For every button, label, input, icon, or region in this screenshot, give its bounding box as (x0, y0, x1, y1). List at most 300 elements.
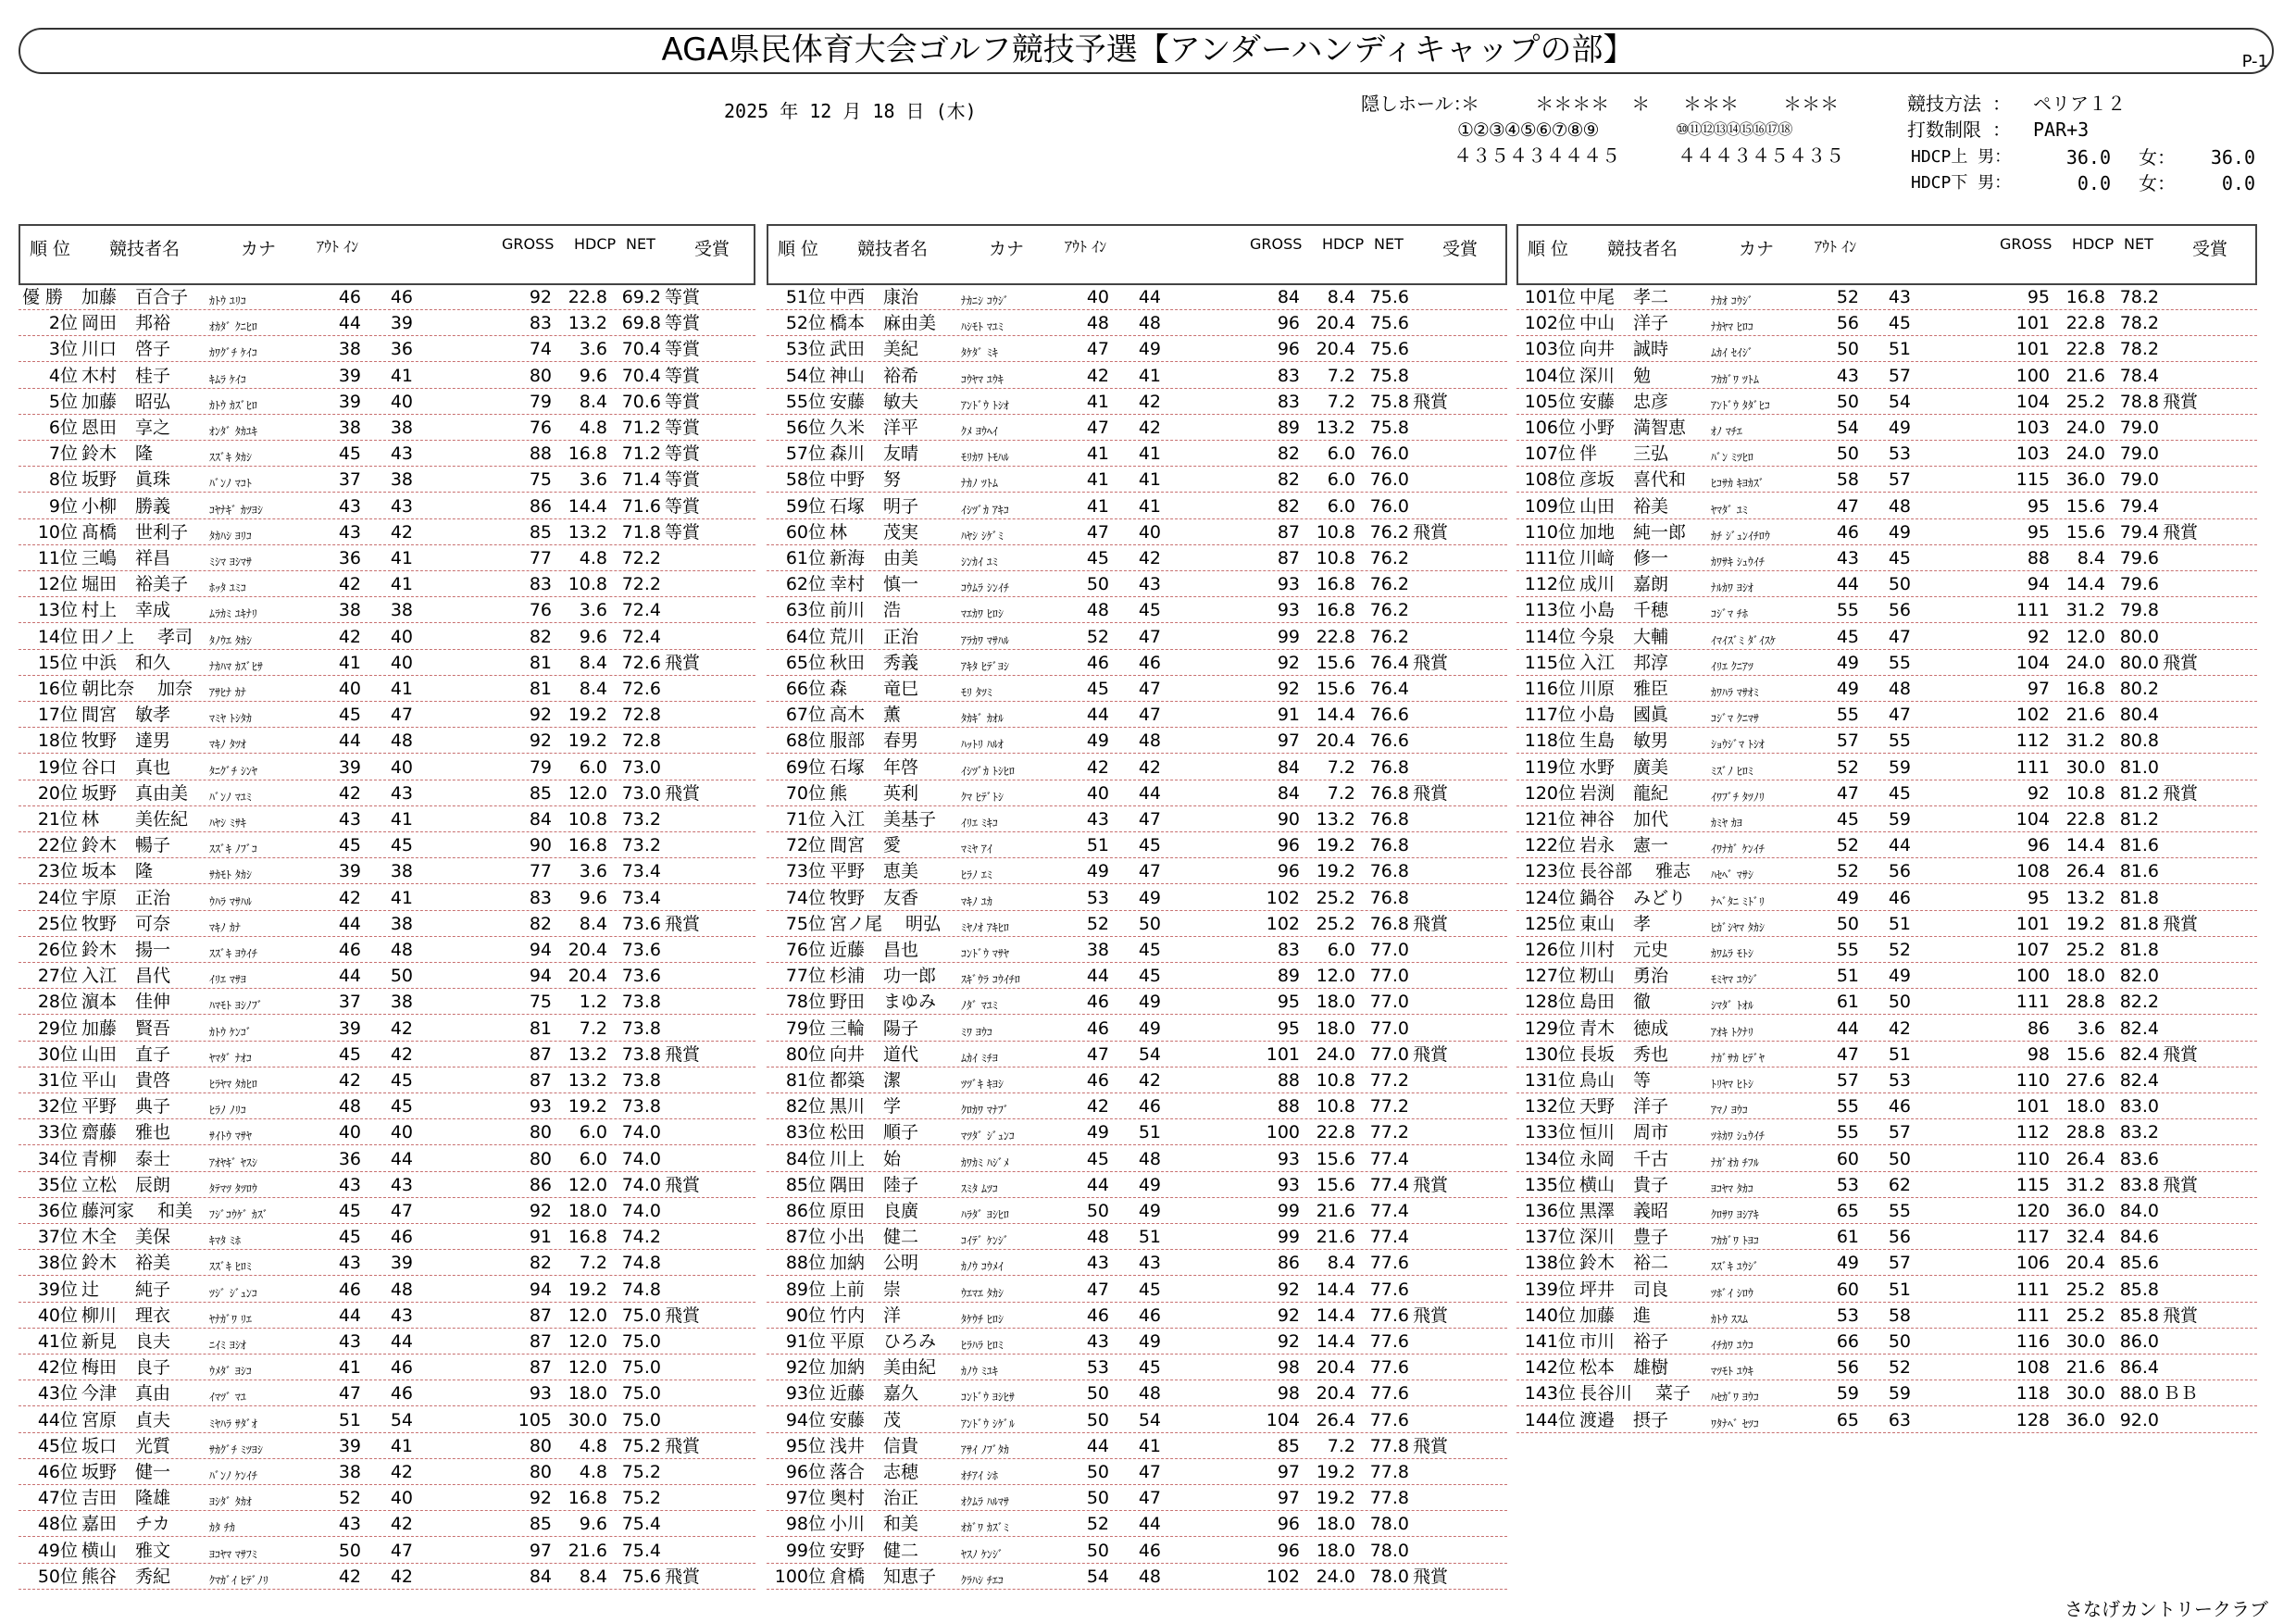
name-given-cell: 洋平 (883, 418, 919, 438)
rank-cell: 54位 (785, 365, 826, 386)
name-family-cell: 牧野 (81, 913, 118, 934)
out-cell: 43 (338, 809, 361, 830)
table-row (767, 1278, 1507, 1303)
name-family-cell: 鈴木 (81, 443, 118, 465)
kana-cell: ｽｽﾞｷ ﾖｳｲﾁ (209, 947, 257, 960)
table-row (1516, 886, 2257, 911)
table-row (767, 311, 1507, 336)
table-row (767, 886, 1507, 911)
in-cell: 41 (1138, 443, 1161, 465)
award-cell: 飛賞 (1413, 913, 1449, 934)
hdcp-cell: 19.2 (1316, 1488, 1355, 1509)
name-family-cell: 入江 (1579, 652, 1616, 673)
kana-cell: ｱﾝﾄﾞｳ ｼｹﾞﾙ (961, 1417, 1015, 1430)
kana-cell: ｶﾄｳ ﾕﾘｺ (209, 294, 246, 307)
hdcp-cell: 25.2 (2065, 1305, 2105, 1326)
kana-cell: ﾏﾂﾀﾞ ｼﾞｭﾝｺ (961, 1130, 1015, 1143)
rank-cell: 40位 (37, 1305, 78, 1326)
name-family-cell: 籾山 (1579, 966, 1616, 987)
net-cell: 80.4 (2119, 705, 2159, 726)
in-cell: 40 (390, 391, 413, 412)
gross-cell: 110 (2015, 1070, 2050, 1091)
out-cell: 49 (1836, 652, 1859, 673)
gross-cell: 95 (1277, 1017, 1300, 1039)
kana-cell: ｺｲﾃﾞ ｹﾝｼﾞ (961, 1234, 1009, 1248)
hdcp-cell: 7.2 (1327, 1435, 1355, 1456)
kana-cell: ｽﾐﾀ ﾑﾂｺ (961, 1181, 998, 1195)
out-cell: 65 (1836, 1409, 1859, 1430)
net-cell: 75.8 (1369, 391, 1409, 412)
net-cell: 79.4 (2119, 521, 2159, 543)
net-cell: 74.0 (621, 1174, 661, 1195)
gross-cell: 98 (1277, 1357, 1300, 1379)
rank-cell: 141位 (1524, 1331, 1576, 1352)
gross-cell: 120 (2015, 1201, 2050, 1221)
name-given-cell: 邦裕 (135, 313, 171, 334)
gross-cell: 118 (2015, 1383, 2050, 1405)
name-given-cell: 美基子 (883, 809, 937, 830)
in-cell: 47 (390, 1540, 413, 1561)
in-cell: 51 (1138, 1122, 1161, 1143)
name-given-cell: 敏孝 (135, 705, 171, 726)
name-family-cell: 加藤 (81, 287, 118, 307)
name-given-cell: 始 (883, 1148, 902, 1169)
gross-cell: 83 (529, 574, 552, 595)
net-cell: 83.6 (2119, 1148, 2159, 1169)
name-given-cell: 竜巳 (883, 679, 919, 699)
header-rank: 順 位 (1528, 239, 1569, 259)
net-cell: 78.4 (2119, 365, 2159, 386)
hdcp-cell: 27.6 (2065, 1070, 2105, 1091)
table-row (1516, 598, 2257, 623)
table-row (1516, 285, 2257, 310)
rank-cell: 74位 (785, 887, 826, 908)
name-family-cell: 間宮 (830, 835, 866, 856)
in-cell: 48 (390, 730, 413, 752)
table-row (1516, 1199, 2257, 1224)
rank-cell: 86位 (785, 1201, 826, 1221)
in-cell: 43 (390, 782, 413, 804)
kana-cell: ｸﾏ ﾋﾃﾞﾄｼ (961, 790, 1004, 804)
name-given-cell: 美保 (135, 1227, 171, 1248)
award-cell: 飛賞 (1413, 1435, 1449, 1456)
name-given-cell: 雄樹 (1633, 1357, 1669, 1379)
in-cell: 48 (1138, 730, 1161, 752)
rank-cell: 16位 (37, 679, 78, 699)
hdcp-cell: 13.2 (1316, 418, 1355, 438)
name-family-cell: 坂野 (81, 1462, 118, 1482)
table-row (1516, 964, 2257, 989)
net-cell: 81.0 (2119, 756, 2159, 778)
net-cell: 81.2 (2119, 782, 2159, 804)
out-cell: 45 (338, 705, 361, 726)
rank-cell: 81位 (785, 1070, 826, 1091)
out-cell: 43 (338, 1174, 361, 1195)
out-cell: 39 (338, 861, 361, 882)
name-family-cell: 坂野 (81, 469, 118, 491)
hdcp-cell: 18.0 (2065, 966, 2105, 987)
rank-cell: 91位 (785, 1331, 826, 1352)
name-given-cell: 昭弘 (135, 391, 171, 412)
in-cell: 41 (1138, 1435, 1161, 1456)
kana-cell: ﾌｶｶﾞﾜ ﾄﾖｺ (1711, 1234, 1759, 1248)
hdcp-cell: 4.8 (579, 1462, 607, 1482)
out-cell: 45 (338, 835, 361, 856)
hdcp-cell: 13.2 (568, 313, 607, 334)
in-cell: 42 (1138, 1070, 1161, 1091)
gross-cell: 104 (2015, 652, 2050, 673)
out-cell: 52 (338, 1488, 361, 1509)
kana-cell: ｲﾘｴ ﾏｻﾖ (209, 973, 246, 987)
rank-cell: 45位 (37, 1435, 78, 1456)
name-given-cell: 孝二 (1633, 287, 1669, 307)
out-cell: 56 (1836, 313, 1859, 334)
out-cell: 42 (1086, 1096, 1109, 1117)
name-family-cell: 橋本 (830, 313, 866, 334)
gross-cell: 90 (1277, 809, 1300, 830)
in-cell: 57 (1888, 1122, 1911, 1143)
hdcp-cell: 24.0 (1316, 1043, 1355, 1065)
rank-cell: 11位 (37, 548, 78, 568)
table-row (19, 520, 755, 545)
kana-cell: ﾋｶﾞｼﾔﾏ ﾀｶｼ (1711, 920, 1765, 934)
kana-cell: ｺｳﾑﾗ ｼﾝｲﾁ (961, 581, 1009, 595)
hdcp-cell: 22.8 (568, 287, 607, 307)
in-cell: 36 (390, 339, 413, 360)
out-cell: 65 (1836, 1201, 1859, 1221)
in-cell: 50 (390, 966, 413, 987)
rank-cell: 14位 (37, 626, 78, 647)
gross-cell: 94 (529, 1279, 552, 1300)
net-cell: 70.4 (621, 339, 661, 360)
out-cell: 46 (338, 1279, 361, 1300)
hdcp-cell: 22.8 (2065, 339, 2105, 360)
kana-cell: ｶﾄｳ ｶｽﾞﾋﾛ (209, 398, 257, 412)
net-cell: 76.2 (1369, 521, 1409, 543)
rank-cell: 26位 (37, 940, 78, 960)
in-cell: 49 (1888, 418, 1911, 438)
name-given-cell: 薫 (883, 705, 902, 726)
kana-cell: ｲｼﾂﾞｶ ﾄｼﾋﾛ (961, 764, 1015, 778)
award-cell: 等賞 (665, 287, 701, 307)
name-family-cell: 朝比奈 (81, 679, 135, 699)
kana-cell: ﾊﾞﾝ ﾐﾂﾋﾛ (1711, 451, 1753, 465)
gross-cell: 81 (529, 652, 552, 673)
gross-cell: 92 (2027, 626, 2050, 647)
rank-cell: 29位 (37, 1017, 78, 1039)
hdcp-cell: 3.6 (579, 861, 607, 882)
hdcp-lower-label: HDCP下 男： (1911, 173, 2012, 193)
net-cell: 73.6 (621, 940, 661, 960)
gross-cell: 83 (1277, 365, 1300, 386)
rank-cell: 71位 (785, 809, 826, 830)
name-given-cell: 憲一 (1633, 835, 1669, 856)
rank-cell: 15位 (37, 652, 78, 673)
in-cell: 45 (390, 835, 413, 856)
name-family-cell: 小柳 (81, 495, 118, 517)
award-cell: 飛賞 (1413, 391, 1449, 412)
name-given-cell: 裕美 (1633, 495, 1669, 517)
hdcp-cell: 6.0 (1327, 469, 1355, 491)
kana-cell: ｺｼﾞﾏ ｸﾆﾏｻ (1711, 712, 1759, 726)
name-family-cell: 坪井 (1579, 1279, 1616, 1300)
kana-cell: ｱｵﾔｷﾞ ﾔｽｼ (209, 1155, 257, 1169)
hdcp-cell: 28.8 (2065, 992, 2105, 1013)
rank-cell: 142位 (1524, 1357, 1576, 1379)
table-row (767, 781, 1507, 806)
net-cell: 85.8 (2119, 1279, 2159, 1300)
out-cell: 43 (1836, 365, 1859, 386)
name-given-cell: 裕希 (883, 365, 919, 386)
hdcp-cell: 25.2 (1316, 913, 1355, 934)
out-cell: 44 (338, 730, 361, 752)
name-family-cell: 恒川 (1579, 1122, 1616, 1143)
name-given-cell: 徳成 (1633, 1017, 1669, 1039)
hdcp-cell: 36.0 (2065, 1409, 2105, 1430)
name-family-cell: 森 (830, 679, 848, 699)
gross-cell: 96 (1277, 1540, 1300, 1561)
table-row (1516, 1068, 2257, 1093)
table-row (19, 964, 755, 989)
name-given-cell: 賢吾 (135, 1017, 171, 1039)
out-cell: 49 (1086, 730, 1109, 752)
net-cell: 82.0 (2119, 966, 2159, 987)
net-cell: 79.0 (2119, 443, 2159, 465)
name-given-cell: 友香 (883, 887, 919, 908)
out-cell: 45 (338, 443, 361, 465)
net-cell: 80.2 (2119, 679, 2159, 699)
net-cell: 77.2 (1369, 1070, 1409, 1091)
out-cell: 46 (338, 287, 361, 307)
in-cell: 45 (1138, 940, 1161, 960)
net-cell: 77.4 (1369, 1227, 1409, 1248)
in-cell: 41 (1138, 365, 1161, 386)
name-given-cell: 貴啓 (135, 1070, 171, 1091)
table-row (767, 416, 1507, 441)
name-given-cell: 由美 (883, 548, 919, 568)
name-given-cell: 康治 (883, 287, 919, 307)
in-cell: 43 (1888, 287, 1911, 307)
in-cell: 42 (390, 1462, 413, 1482)
kana-cell: ﾋｺｻｶ ｷﾖｶｽﾞ (1711, 477, 1765, 491)
in-cell: 49 (1138, 1017, 1161, 1039)
name-family-cell: 黒澤 (1579, 1201, 1616, 1221)
hdcp-cell: 4.8 (579, 1435, 607, 1456)
table-row (19, 1512, 755, 1537)
in-cell: 48 (390, 940, 413, 960)
net-cell: 74.0 (621, 1148, 661, 1169)
name-family-cell: 鈴木 (1579, 1253, 1616, 1274)
rank-cell: 136位 (1524, 1201, 1576, 1221)
gross-cell: 84 (1277, 782, 1300, 804)
out-cell: 48 (338, 1096, 361, 1117)
kana-cell: ｵﾁｱｲ ｼﾎ (961, 1469, 998, 1482)
header-name: 競技者名 (1607, 239, 1678, 259)
name-family-cell: 中浜 (81, 652, 118, 673)
name-given-cell: 裕美子 (135, 574, 189, 595)
gross-cell: 86 (1277, 1253, 1300, 1274)
page-title: AGA県民体育大会ゴルフ競技予選【アンダーハンディキャップの部】 (661, 31, 1635, 69)
hdcp-cell: 7.2 (579, 1253, 607, 1274)
in-cell: 44 (1888, 835, 1911, 856)
kana-cell: ﾓﾘ ﾀﾂﾐ (961, 686, 992, 699)
rank-cell: 98位 (785, 1514, 826, 1535)
kana-cell: ｲﾘｴ ｸﾆｱﾂ (1711, 659, 1753, 673)
net-cell: 75.2 (621, 1462, 661, 1482)
name-given-cell: 陽子 (883, 1017, 919, 1039)
gross-cell: 95 (2027, 287, 2050, 307)
name-given-cell: 美紀 (883, 339, 919, 360)
net-cell: 76.0 (1369, 495, 1409, 517)
name-given-cell: 美佐紀 (135, 809, 189, 830)
rank-cell: 97位 (785, 1488, 826, 1509)
net-cell: 77.6 (1369, 1357, 1409, 1379)
name-family-cell: 谷口 (81, 756, 118, 778)
net-cell: 78.2 (2119, 287, 2159, 307)
out-cell: 52 (1086, 913, 1109, 934)
out-cell: 50 (1086, 1540, 1109, 1561)
table-row (767, 964, 1507, 989)
kana-cell: ﾑﾗｶﾐ ﾕｷﾅﾘ (209, 607, 257, 621)
in-cell: 43 (390, 443, 413, 465)
gross-cell: 83 (529, 887, 552, 908)
hidden-holes-label: 隠しホール： (1361, 93, 1472, 115)
out-cell: 52 (1836, 756, 1859, 778)
kana-cell: ﾊｼﾓﾄ ﾏﾕﾐ (961, 320, 1004, 334)
kana-cell: ﾐﾜ ﾖｳｺ (961, 1025, 992, 1039)
name-given-cell: 昌也 (883, 940, 919, 960)
name-given-cell: 典子 (135, 1096, 171, 1117)
name-given-cell: 健二 (883, 1540, 919, 1561)
name-family-cell: 梅田 (81, 1357, 118, 1379)
net-cell: 77.2 (1369, 1122, 1409, 1143)
award-cell: 等賞 (665, 418, 701, 438)
kana-cell: ｱﾝﾄﾞｳ ﾄｼｵ (961, 398, 1009, 412)
header-name: 競技者名 (857, 239, 929, 259)
net-cell: 76.6 (1369, 730, 1409, 752)
out-cell: 45 (338, 1043, 361, 1065)
name-family-cell: 今泉 (1579, 626, 1616, 647)
name-family-cell: 髙橋 (81, 521, 118, 543)
table-row (19, 1460, 755, 1485)
name-given-cell: 龍紀 (1633, 782, 1669, 804)
name-given-cell: 公明 (883, 1253, 919, 1274)
rank-cell: 118位 (1524, 730, 1576, 752)
in-cell: 38 (390, 600, 413, 621)
kana-cell: ﾊﾞﾝﾉ ﾏｺﾄ (209, 477, 252, 491)
gross-cell: 83 (1277, 940, 1300, 960)
table-row (767, 729, 1507, 754)
net-cell: 74.8 (621, 1253, 661, 1274)
name-family-cell: 山田 (81, 1043, 118, 1065)
table-row (1516, 1017, 2257, 1042)
rank-cell: 31位 (37, 1070, 78, 1091)
in-cell: 41 (1138, 495, 1161, 517)
table-row (1516, 442, 2257, 467)
net-cell: 82.4 (2119, 1070, 2159, 1091)
table-row (1516, 416, 2257, 441)
table-row (767, 337, 1507, 362)
name-given-cell: 貞夫 (135, 1409, 171, 1430)
name-given-cell: 明子 (883, 495, 919, 517)
gross-cell: 101 (2015, 339, 2050, 360)
table-row (1516, 520, 2257, 545)
in-cell: 42 (1138, 548, 1161, 568)
hdcp-cell: 8.4 (579, 1566, 607, 1587)
hdcp-cell: 24.0 (2065, 443, 2105, 465)
hdcp-cell: 8.4 (2077, 548, 2105, 568)
header-gross: GROSS (2000, 235, 2053, 253)
table-row (767, 572, 1507, 597)
net-cell: 73.0 (621, 756, 661, 778)
net-cell: 71.4 (621, 469, 661, 491)
out-cell: 39 (338, 391, 361, 412)
table-row (1516, 1304, 2257, 1329)
table-row (767, 364, 1507, 389)
in-cell: 50 (1888, 992, 1911, 1013)
net-cell: 76.2 (1369, 548, 1409, 568)
name-given-cell: 真也 (135, 756, 171, 778)
award-cell: 飛賞 (665, 652, 701, 673)
hdcp-cell: 15.6 (1316, 1148, 1355, 1169)
hdcp-cell: 7.2 (579, 1017, 607, 1039)
gross-cell: 101 (2015, 913, 2050, 934)
rank-cell: 131位 (1524, 1070, 1576, 1091)
gross-cell: 76 (529, 600, 552, 621)
in-cell: 46 (390, 1357, 413, 1379)
out-cell: 49 (1836, 1253, 1859, 1274)
name-family-cell: 東山 (1579, 913, 1616, 934)
table-row (1516, 337, 2257, 362)
name-given-cell: 勇治 (1633, 966, 1669, 987)
header-out-in: ｱｳﾄ ｲﾝ (1065, 238, 1107, 256)
hdcp-cell: 20.4 (1316, 339, 1355, 360)
hdcp-cell: 13.2 (568, 521, 607, 543)
kana-cell: ｱﾗｶﾜ ﾏｻﾊﾙ (961, 633, 1009, 647)
rank-cell: 94位 (785, 1409, 826, 1430)
name-family-cell: 木村 (81, 365, 118, 386)
hdcp-cell: 22.8 (1316, 626, 1355, 647)
net-cell: 73.8 (621, 1043, 661, 1065)
out-cell: 45 (1836, 626, 1859, 647)
out-cell: 52 (1086, 626, 1109, 647)
hdcp-cell: 6.0 (579, 756, 607, 778)
table-row (19, 364, 755, 389)
rank-cell: 100位 (774, 1566, 826, 1587)
name-given-cell: 美由紀 (883, 1357, 937, 1379)
gross-cell: 83 (529, 313, 552, 334)
net-cell: 76.2 (1369, 574, 1409, 595)
net-cell: 78.8 (2119, 391, 2159, 412)
hdcp-cell: 18.0 (2065, 1096, 2105, 1117)
rank-cell: 47位 (37, 1488, 78, 1509)
award-cell: 等賞 (665, 313, 701, 334)
net-cell: 75.0 (621, 1383, 661, 1405)
name-family-cell: 青木 (1579, 1017, 1616, 1039)
kana-cell: ｺｼﾞﾏ ﾁﾎ (1711, 607, 1748, 621)
net-cell: 77.8 (1369, 1488, 1409, 1509)
table-row (19, 1251, 755, 1276)
gross-cell: 79 (529, 756, 552, 778)
net-cell: 77.6 (1369, 1383, 1409, 1405)
rank-cell: 83位 (785, 1122, 826, 1143)
hdcp-cell: 10.8 (1316, 521, 1355, 543)
name-given-cell: 菜子 (1655, 1383, 1691, 1405)
rank-cell: 41位 (37, 1331, 78, 1352)
award-cell: ＢＢ (2163, 1383, 2199, 1405)
name-given-cell: 嘉朗 (1633, 574, 1669, 595)
gross-cell: 88 (2027, 548, 2050, 568)
